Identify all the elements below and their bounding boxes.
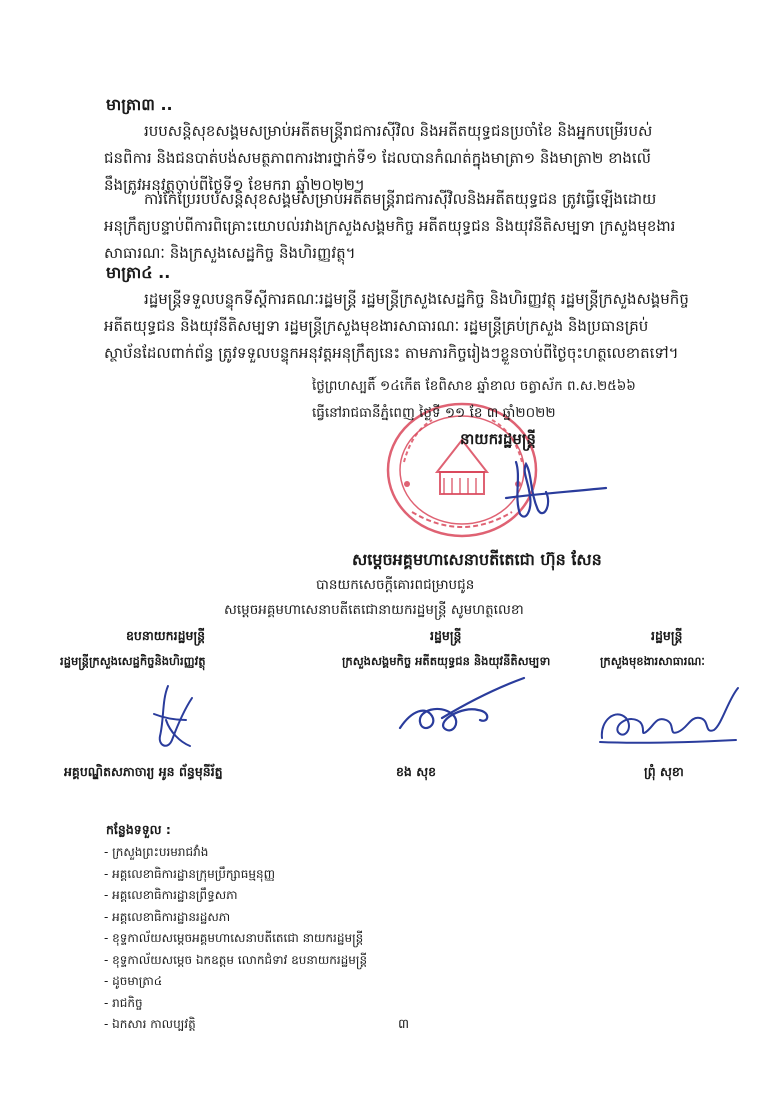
text-line: នឹងត្រូវអនុវត្តចាប់ពីថ្ងៃទី១ ខែមករា ឆ្នាំ២០២២។ <box>104 176 365 194</box>
text-line: ការកែប្រែរបបសន្តិសុខសង្គមសម្រាប់អតីតមន្ត្រីរាជការស៊ីវិលនិងអតីតយុទ្ធជន ត្រូវធ្វើឡើងដោយ <box>144 190 657 208</box>
lunar-date: ថ្ងៃព្រហស្បតិ៍ ១៤កើត ខែពិសាខ ឆ្នាំខាល ចត្វាស័ក ព.ស.២៥៦៦ <box>312 378 636 394</box>
minister-2-department: ក្រសួងសង្គមកិច្ច អតីតយុទ្ធជន និងយុវនីតិសម្បទា <box>342 654 551 668</box>
text-line: របបសន្តិសុខសង្គមសម្រាប់អតីតមន្ត្រីរាជការស៊ីវិល និងអតីតយុទ្ធជនប្រចាំខែ និងអ្នកបម្រើរបស់ <box>144 122 653 140</box>
list-item: - ខុទ្ទកាល័យសម្តេច ឯកឧត្តម លោកជំទាវ ឧបនាយករដ្ឋមន្ត្រី <box>104 952 368 967</box>
list-item: - ក្រសួងព្រះបរមរាជវាំង <box>104 845 209 859</box>
page-number: ៣ <box>398 1017 410 1032</box>
pm-name: សម្តេចអគ្គមហាសេនាបតីតេជោ ហ៊ុន សែន <box>352 550 602 569</box>
minister-2-name: ខង សុខ <box>396 764 437 779</box>
article3-heading: មាត្រា៣ .. <box>106 95 173 114</box>
minister-1-name: អគ្គបណ្ឌិតសភាចារ្យ អូន ព័ន្ធមុនីរ័ត្ន <box>64 764 223 779</box>
recipients-list <box>104 842 367 1036</box>
minister-1-title: ឧបនាយករដ្ឋមន្ត្រី <box>126 628 206 643</box>
text-line: អនុក្រឹត្យបន្ទាប់ពីការពិគ្រោះយោបល់រវាងក្រសួងសង្គមកិច្ច អតីតយុទ្ធជន និងយុវនីតិសម្បទា ក្រសួងមុខងារ <box>104 217 676 235</box>
list-item: - រាជកិច្ច <box>104 995 143 1010</box>
text-line: ស្ថាប័នដែលពាក់ព័ន្ធ ត្រូវទទួលបន្ទុកអនុវត្តអនុក្រឹត្យនេះ តាមភារកិច្ចរៀងៗខ្លួនចាប់ពីថ្ងៃចុះហត្ថលេខាតទៅ។ <box>104 344 679 362</box>
pm-signature <box>486 452 616 532</box>
minister-1-signature <box>140 680 200 760</box>
pm-title: នាយករដ្ឋមន្ត្រី <box>460 430 536 448</box>
minister-3-name: ព្រុំ សុខា <box>644 764 684 779</box>
list-item: - អគ្គលេខាធិការដ្ឋានក្រុមប្រឹក្សាធម្មនុញ្ញ <box>104 866 276 881</box>
recipients-heading: កន្លែងទទួល : <box>106 822 171 837</box>
countersign-line-1: បានយកសេចក្តីគោរពជម្រាបជូន <box>316 577 475 593</box>
minister-3-department: ក្រសួងមុខងារសាធារណៈ <box>600 654 705 668</box>
minister-1-department: រដ្ឋមន្ត្រីក្រសួងសេដ្ឋកិច្ចនិងហិរញ្ញវត្ថុ <box>60 654 206 668</box>
minister-3-title: រដ្ឋមន្ត្រី <box>651 628 683 643</box>
list-item: - អគ្គលេខាធិការដ្ឋានរដ្ឋសភា <box>104 909 231 924</box>
minister-3-signature <box>596 680 746 750</box>
minister-2-signature <box>392 670 532 750</box>
solar-date: ធ្វើនៅរាជធានីភ្នំពេញ ថ្ងៃទី ១១ ខែ ៣ ឆ្នាំ២០២២ <box>312 405 556 421</box>
text-line: ជនពិការ និងជនបាត់បង់សមត្ថភាពការងារថ្នាក់ទី១ ដែលបានកំណត់ក្នុងមាត្រា១ និងមាត្រា២ ខាងលើ <box>104 149 651 167</box>
article3-paragraph-2 <box>104 186 675 267</box>
text-line: រដ្ឋមន្ត្រីទទួលបន្ទុកទីស្តីការគណៈរដ្ឋមន្ត្រី រដ្ឋមន្ត្រីក្រសួងសេដ្ឋកិច្ច និងហិរញ្ញវត្ថុ រដ្ឋមន្ត្រីក្រសួងសង្គមកិច្ច <box>144 290 689 308</box>
article4-heading: មាត្រា៤ .. <box>106 263 171 282</box>
list-item: - អគ្គលេខាធិការដ្ឋានព្រឹទ្ធសភា <box>104 888 238 902</box>
text-line: អតីតយុទ្ធជន និងយុវនីតិសម្បទា រដ្ឋមន្ត្រីក្រសួងមុខងារសាធារណៈ រដ្ឋមន្ត្រីគ្រប់ក្រសួង និងប្រធានគ្រប់ <box>104 317 649 335</box>
article4-paragraph <box>104 286 689 367</box>
countersign-line-2: សម្តេចអគ្គមហាសេនាបតីតេជោនាយករដ្ឋមន្ត្រី សូមហត្ថលេខា <box>224 602 524 618</box>
list-item: - ឯកសារ កាលប្បវត្តិ <box>104 1017 196 1031</box>
list-item: - ខុទ្ទកាល័យសម្តេចអគ្គមហាសេនាបតីតេជោ នាយករដ្ឋមន្ត្រី <box>104 931 364 945</box>
minister-2-title: រដ្ឋមន្ត្រី <box>430 628 462 643</box>
text-line: សាធារណៈ និងក្រសួងសេដ្ឋកិច្ច និងហិរញ្ញវត្ថុ។ <box>104 244 356 262</box>
list-item: - ដូចមាត្រា៤ <box>104 974 163 988</box>
